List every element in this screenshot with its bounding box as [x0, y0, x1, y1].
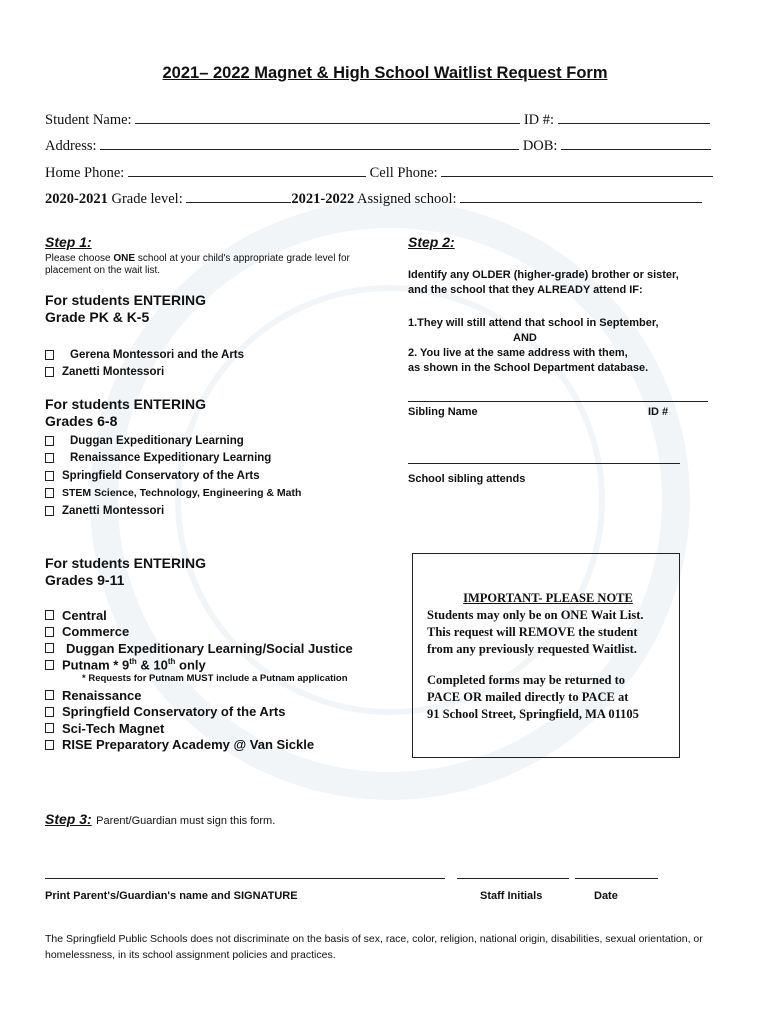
checkbox-icon[interactable] [45, 488, 54, 498]
student-name-row [45, 112, 710, 129]
school-option[interactable]: STEM Science, Technology, Engineering & Math [45, 485, 301, 503]
assigned-school-field[interactable] [460, 202, 702, 203]
note-line: Students may only be on ONE Wait List. [427, 608, 644, 622]
step3-row [45, 811, 275, 829]
sibling-school-label: School sibling attends [408, 473, 526, 485]
student-name-field[interactable] [135, 123, 520, 124]
school-option[interactable]: Zanetti Montessori [45, 363, 244, 380]
grade-level-field[interactable] [186, 202, 291, 203]
group-pk5-heading: For students ENTERING Grade PK & K-5 [45, 292, 207, 325]
step3-label: Step 3: [45, 811, 92, 827]
school-option[interactable]: RISE Preparatory Academy @ Van Sickle [45, 737, 353, 754]
assigned-year: 2021-2022 [291, 191, 355, 207]
address-field[interactable] [100, 149, 519, 150]
school-option-putnam[interactable]: Putnam * 9th & 10th only [45, 657, 353, 674]
group-68-options [45, 432, 301, 520]
note-line: PACE OR mailed directly to PACE at [427, 690, 629, 704]
step2-conditions: 1.They will still attend that school in September, AND 2. You live at the same address with them, as shown in the School Department database. [408, 317, 659, 374]
home-phone-label: Home Phone: [45, 165, 125, 181]
school-option[interactable]: Zanetti Montessori [45, 502, 301, 520]
school-option[interactable]: Central [45, 607, 353, 624]
putnam-note: * Requests for Putnam MUST include a Putnam application [82, 673, 348, 684]
step1-instructions: Please choose ONE school at your child's appropriate grade level for placement on the wait list. [45, 253, 350, 276]
checkbox-icon[interactable] [45, 660, 54, 670]
staff-initials-label: Staff Initials [480, 890, 543, 902]
assigned-school-label: Assigned school: [357, 191, 457, 207]
group-68-heading: For students ENTERING Grades 6-8 [45, 396, 207, 429]
sibling-name-label: Sibling Name [408, 406, 478, 418]
id-field[interactable] [558, 123, 710, 124]
sibling-school-line[interactable] [408, 463, 680, 464]
sibling-name-line[interactable] [408, 401, 708, 402]
group-911-options [45, 607, 353, 753]
step2-label: Step 2: [408, 234, 455, 250]
address-row [45, 138, 711, 155]
staff-initials-line[interactable] [457, 878, 569, 879]
checkbox-icon[interactable] [45, 740, 54, 750]
note-line: Completed forms may be returned to [427, 673, 625, 687]
school-option[interactable]: Sci-Tech Magnet [45, 720, 353, 737]
important-note-box [412, 553, 680, 758]
checkbox-icon[interactable] [45, 367, 54, 377]
date-label: Date [594, 890, 618, 902]
signature-line[interactable] [45, 878, 445, 879]
checkbox-icon[interactable] [45, 471, 54, 481]
cell-phone-field[interactable] [441, 176, 713, 177]
phone-row [45, 165, 713, 182]
date-line[interactable] [575, 878, 658, 879]
school-option[interactable]: Duggan Expeditionary Learning/Social Justice [45, 640, 353, 657]
school-option[interactable]: Renaissance [45, 687, 353, 704]
checkbox-icon[interactable] [45, 610, 54, 620]
step2-instructions: Identify any OLDER (higher-grade) brother or sister, and the school that they ALREADY attend IF: [408, 269, 679, 296]
checkbox-icon[interactable] [45, 350, 54, 360]
signature-label: Print Parent's/Guardian's name and SIGNATURE [45, 890, 298, 902]
step1-label: Step 1: [45, 234, 92, 250]
note-line: 91 School Street, Springfield, MA 01105 [427, 707, 639, 721]
checkbox-icon[interactable] [45, 627, 54, 637]
grade-row [45, 191, 702, 208]
form-title: 2021– 2022 Magnet & High School Waitlist Request Form [162, 64, 608, 82]
school-option[interactable]: Springfield Conservatory of the Arts [45, 467, 301, 485]
note-line: from any previously requested Waitlist. [427, 642, 637, 656]
school-option[interactable]: Springfield Conservatory of the Arts [45, 704, 353, 721]
note-title: IMPORTANT- PLEASE NOTE [463, 591, 633, 605]
group-pk5-options [45, 346, 244, 380]
school-option[interactable]: Renaissance Expeditionary Learning [45, 450, 301, 468]
dob-label: DOB: [522, 138, 558, 154]
home-phone-field[interactable] [128, 176, 366, 177]
checkbox-icon[interactable] [45, 707, 54, 717]
cell-phone-label: Cell Phone: [369, 165, 438, 181]
note-line: This request will REMOVE the student [427, 625, 638, 639]
checkbox-icon[interactable] [45, 506, 54, 516]
dob-field[interactable] [561, 149, 711, 150]
checkbox-icon[interactable] [45, 453, 54, 463]
checkbox-icon[interactable] [45, 643, 54, 653]
checkbox-icon[interactable] [45, 436, 54, 446]
step3-text: Parent/Guardian must sign this form. [96, 815, 276, 827]
id-label: ID #: [523, 112, 555, 128]
sibling-id-label: ID # [648, 406, 669, 418]
address-label: Address: [45, 138, 97, 154]
checkbox-icon[interactable] [45, 723, 54, 733]
grade-level-label: Grade level: [111, 191, 183, 207]
school-option[interactable]: Commerce [45, 624, 353, 641]
checkbox-icon[interactable] [45, 690, 54, 700]
school-option[interactable]: Gerena Montessori and the Arts [45, 346, 244, 363]
nondiscrimination-footer: The Springfield Public Schools does not discriminate on the basis of sex, race, color, religion, national origin, disabilities, sexual orientation, or homelessness, in its school assignment policies and practices. [45, 933, 703, 961]
school-option[interactable]: Duggan Expeditionary Learning [45, 432, 301, 450]
grade-year: 2020-2021 [45, 191, 108, 207]
student-name-label: Student Name: [45, 112, 132, 128]
group-911-heading: For students ENTERING Grades 9-11 [45, 555, 207, 588]
